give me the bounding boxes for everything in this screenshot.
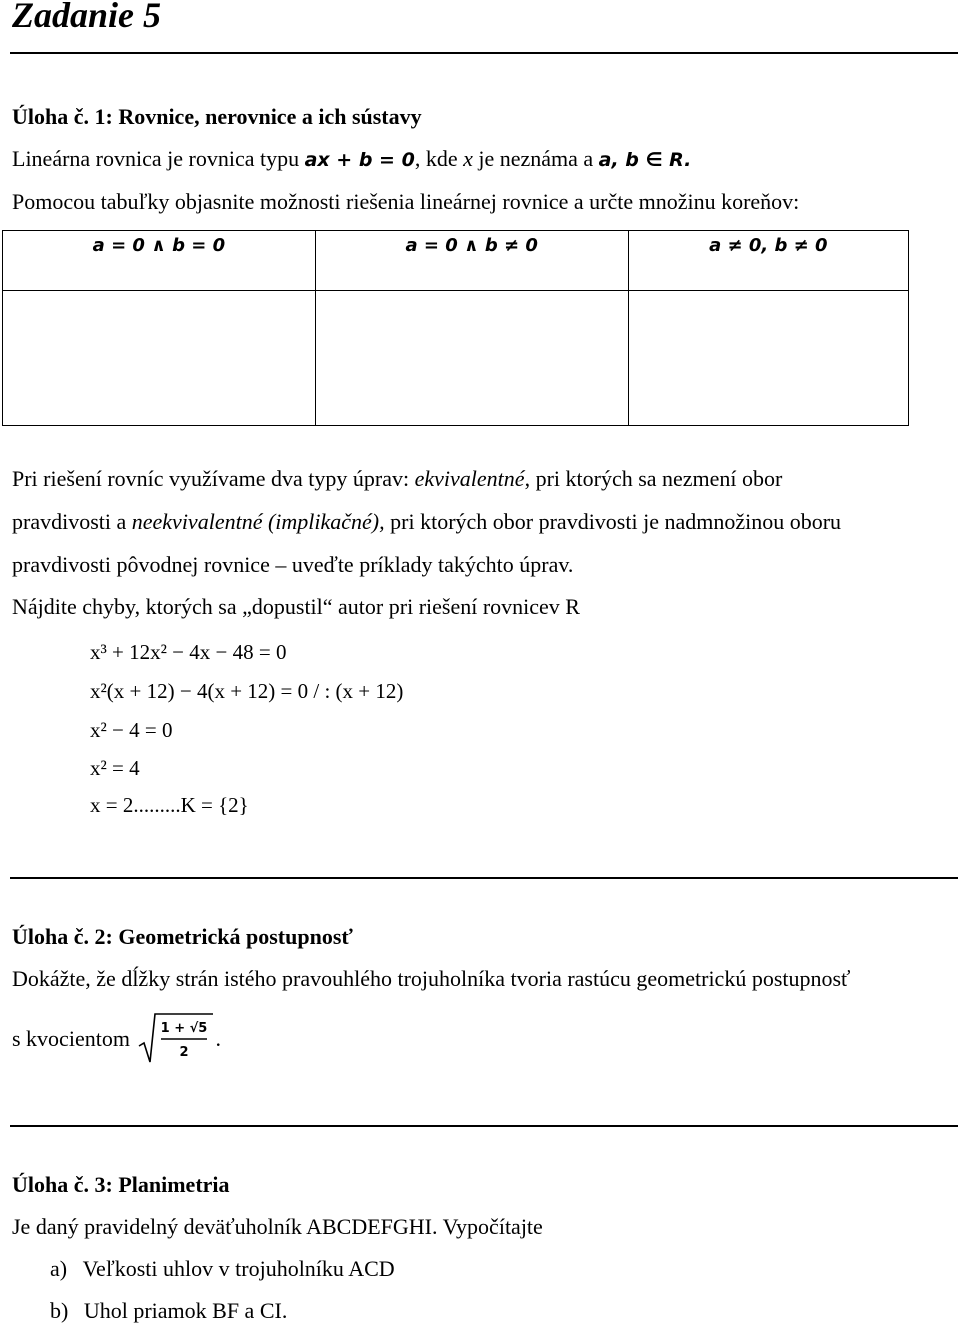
table-answer-cell (315, 291, 628, 426)
table-header-row (3, 231, 909, 291)
solution-cases-table (2, 230, 909, 426)
task1-para3: pravdivosti pôvodnej rovnice – uveďte príklady takýchto úprav. (12, 552, 574, 577)
task1-para1 (12, 466, 782, 492)
para2-text-a: pravdivosti a (12, 509, 127, 534)
sqrt-numerator: 1 + √5 (161, 1021, 208, 1036)
list-marker: b) (50, 1298, 69, 1323)
equation-line: x² = 4 (90, 756, 140, 780)
list-item (50, 1256, 395, 1282)
equation-line: x²(x + 12) − 4(x + 12) = 0 / : (x + 12) (90, 679, 404, 703)
coefficient-set-formula: a, b ∈ R. (598, 149, 692, 171)
para1-text-b: , pri ktorých sa nezmení obor (524, 466, 783, 491)
unknown-variable: x (463, 146, 473, 171)
square-root-icon (135, 1010, 215, 1066)
section-divider (10, 1125, 958, 1127)
title-divider (10, 52, 958, 54)
task2-line2 (12, 1010, 221, 1072)
task1-heading: Úloha č. 1: Rovnice, nerovnice a ich sústavy (12, 104, 422, 129)
task1-line1-text-a: Lineárna rovnica je rovnica typu (12, 146, 300, 171)
table-header-cell: a = 0 ∧ b ≠ 0 (315, 231, 628, 291)
table-answer-cell (3, 291, 316, 426)
equation-line: x² − 4 = 0 (90, 718, 173, 742)
task3-line1: Je daný pravidelný deväťuholník ABCDEFGHI. Vypočítajte (12, 1214, 543, 1239)
table-answer-cell (628, 291, 908, 426)
task2-heading: Úloha č. 2: Geometrická postupnosť (12, 924, 353, 949)
sqrt-denominator: 2 (179, 1045, 189, 1060)
task1-line1 (12, 146, 691, 172)
section-divider (10, 877, 958, 879)
task1-para4: Nájdite chyby, ktorých sa „dopustil“ autor pri riešení rovnicev R (12, 594, 580, 619)
table-header-cell: a = 0 ∧ b = 0 (3, 231, 316, 291)
task1-line1-text-b: , kde (414, 146, 458, 171)
list-marker: a) (50, 1256, 68, 1281)
list-item-text: Veľkosti uhlov v trojuholníku ACD (82, 1256, 395, 1281)
para1-emphasis: ekvivalentné (414, 466, 525, 491)
quotient-sqrt-formula (135, 1010, 215, 1072)
task3-heading: Úloha č. 3: Planimetria (12, 1172, 230, 1197)
task2-line1: Dokážte, že dĺžky strán istého pravouhlého trojuholníka tvoria rastúcu geometrickú postupnosť (12, 966, 851, 991)
equation-line: x = 2.........K = {2} (90, 793, 249, 817)
table-header-cell: a ≠ 0, b ≠ 0 (628, 231, 908, 291)
equation-line: x³ + 12x² − 4x − 48 = 0 (90, 640, 287, 664)
list-item (50, 1298, 287, 1324)
task1-para2 (12, 509, 841, 535)
task1-line1-text-c: je neznáma a (478, 146, 594, 171)
task2-line2-text-b: . (215, 1026, 221, 1052)
list-item-text: Uhol priamok BF a CI. (83, 1298, 288, 1323)
para2-text-b: pri ktorých obor pravdivosti je nadmnožinou oboru (390, 509, 842, 534)
page-title: Zadanie 5 (12, 0, 161, 35)
task2-line2-text-a: s kvocientom (12, 1026, 130, 1052)
table-answer-row (3, 291, 909, 426)
task1-line2: Pomocou tabuľky objasnite možnosti riešenia lineárnej rovnice a určte množinu koreňov: (12, 189, 800, 214)
para2-emphasis: neekvivalentné (implikačné), (131, 509, 385, 534)
para1-text-a: Pri riešení rovníc využívame dva typy úprav: (12, 466, 410, 491)
linear-equation-formula: ax + b = 0 (304, 149, 415, 171)
